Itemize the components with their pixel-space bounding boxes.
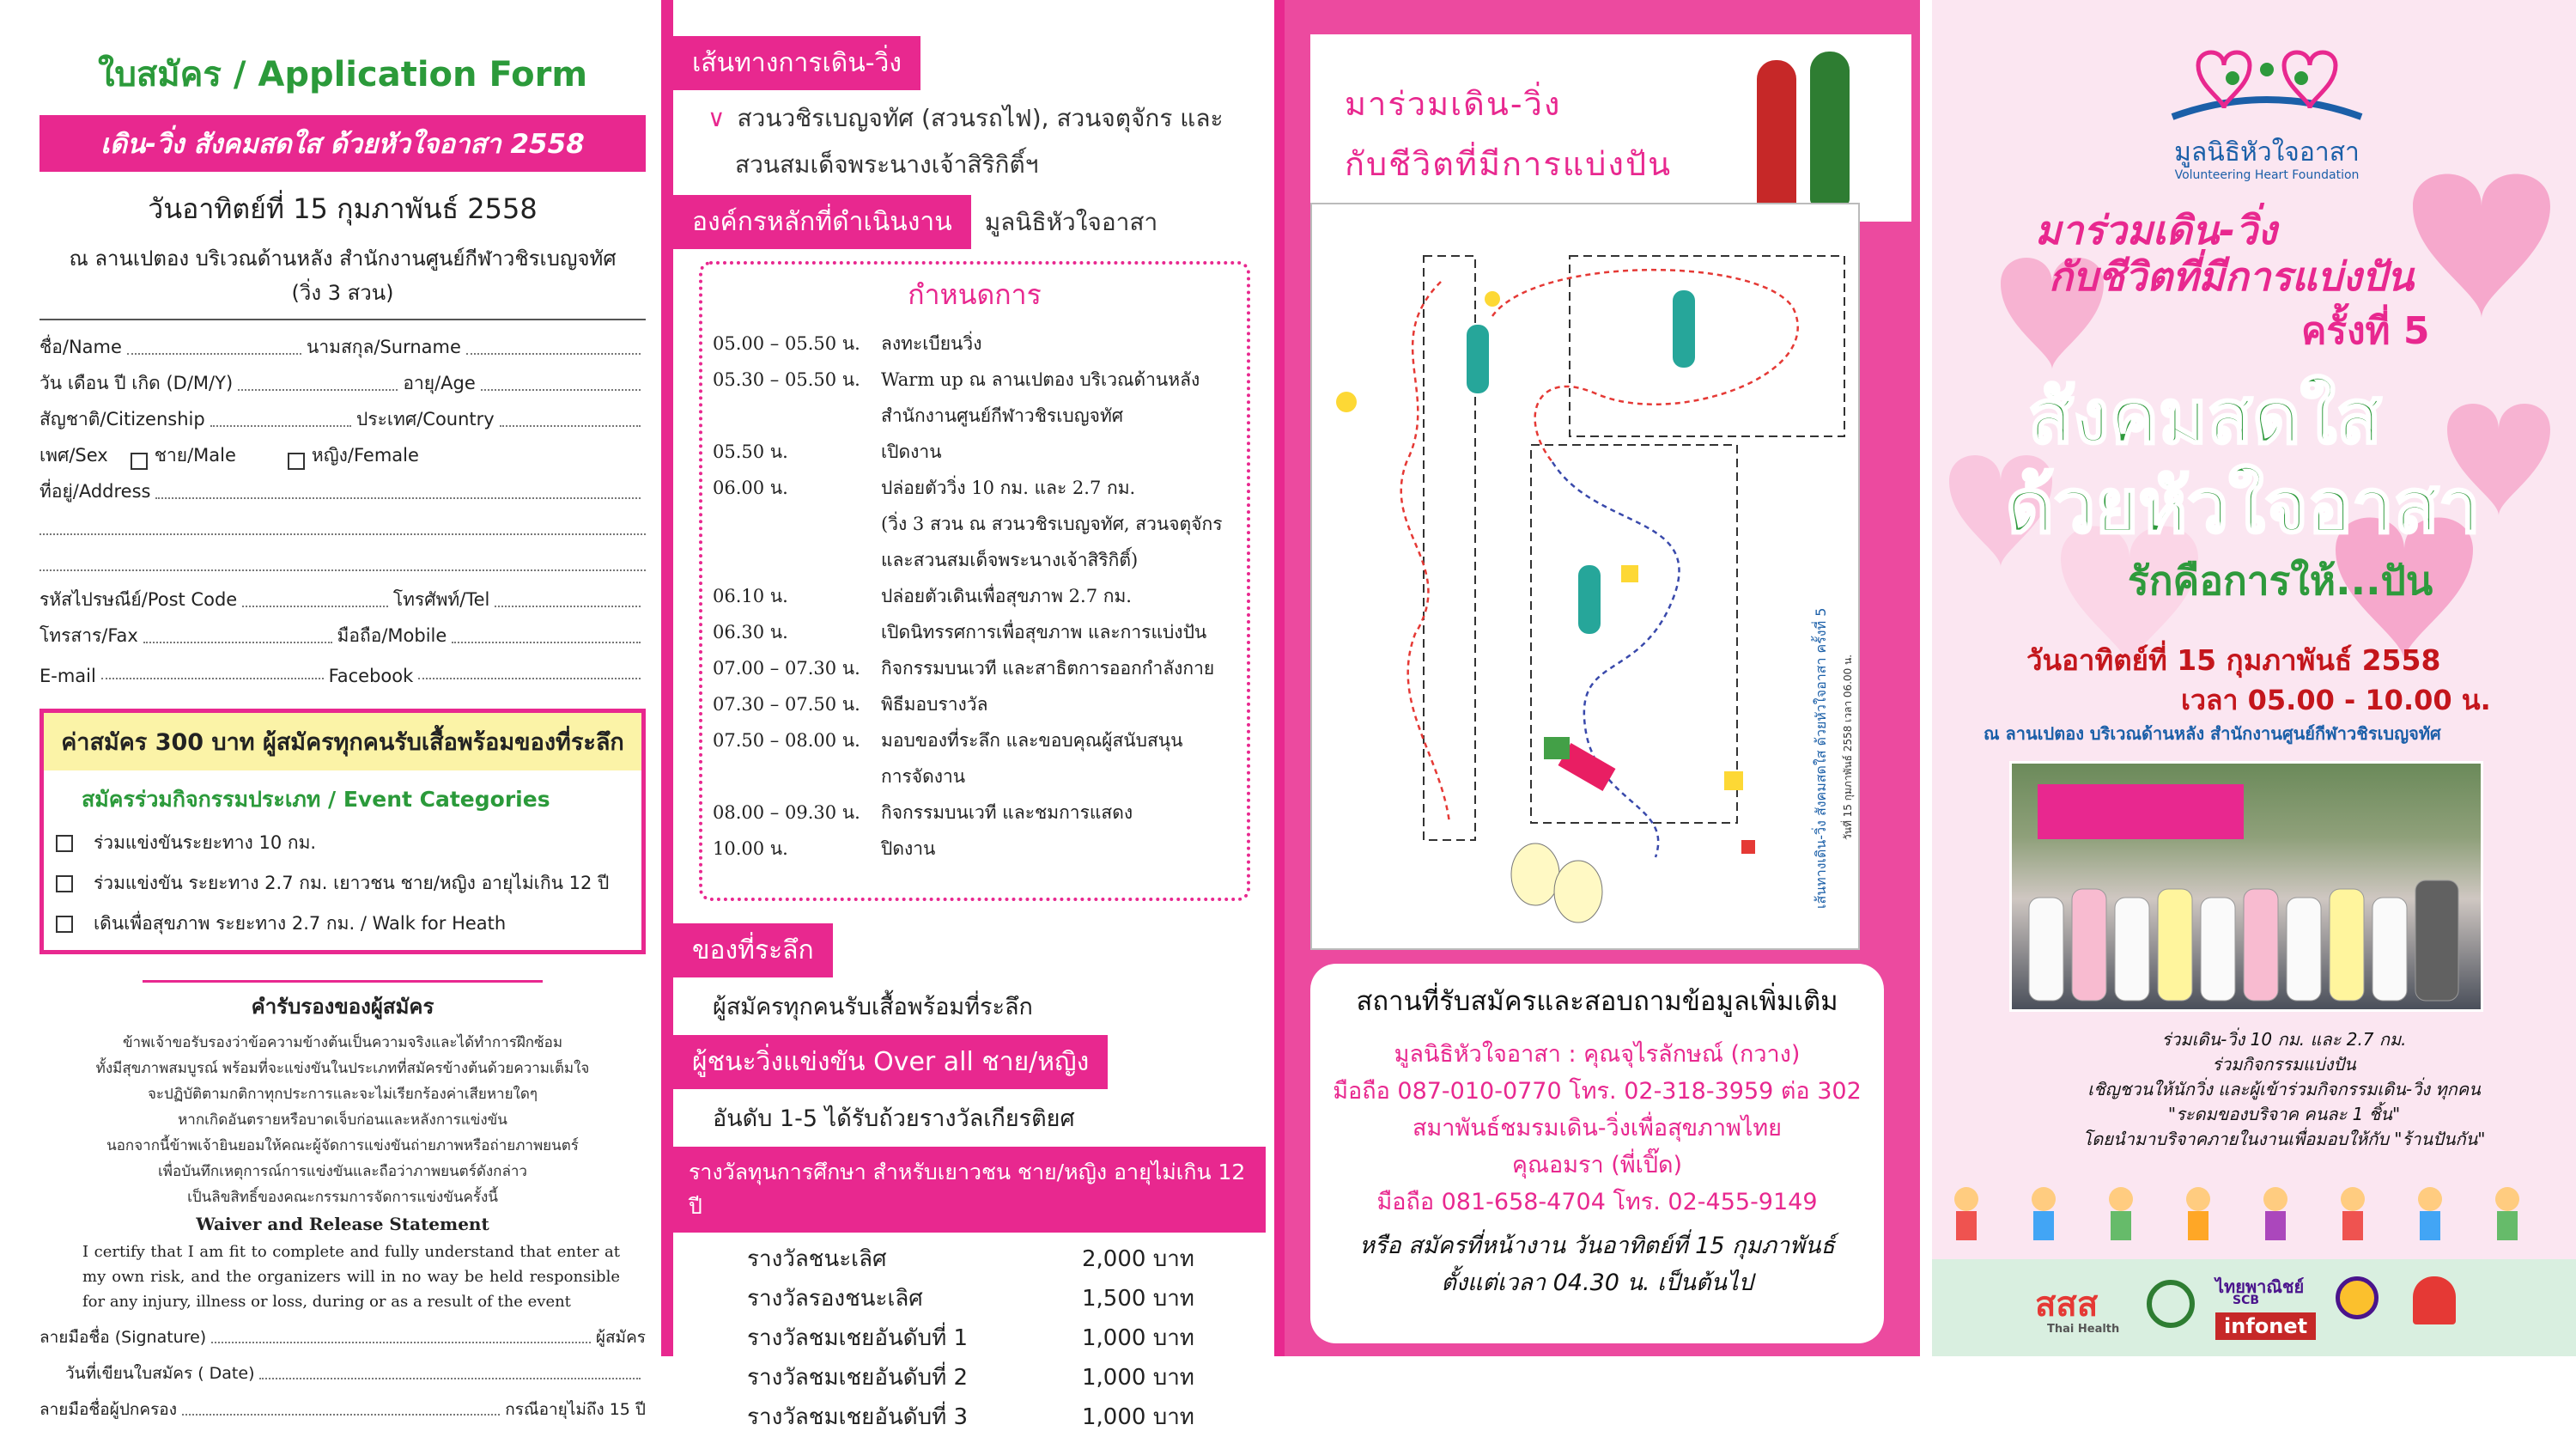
sponsor-seal-icon: [2336, 1276, 2379, 1319]
prize-amount: 1,500 บาท: [1082, 1286, 1194, 1312]
schedule-activity: ปล่อยตัวเดินเพื่อสุขภาพ 2.7 กม.: [881, 586, 1132, 606]
cover-info-line: เชิญชวนให้นักวิ่ง และผู้เข้าร่วมกิจกรรมเดิน-วิ่ง ทุกคน: [2087, 1079, 2481, 1099]
map-panel: [1285, 0, 1920, 1356]
headline-line-1: มาร่วมเดิน-วิ่ง: [1345, 85, 1562, 123]
foundation-name: มูลนิธิหัวใจอาสา: [2174, 137, 2360, 167]
schedule-row: [702, 614, 1247, 650]
signature-label: ลายมือชื่อ (Signature): [39, 1328, 207, 1347]
address-row-3[interactable]: [39, 542, 646, 578]
mobile-field[interactable]: [452, 642, 641, 643]
cert-line: เพื่อบันทึกเหตุการณ์การแข่งขันและถือว่าภาพยนตร์ดังกล่าว: [158, 1163, 527, 1180]
route-line-1-text: สวนวชิรเบญจทัศ (สวนรถไฟ), สวนจตุจักร และ: [737, 104, 1224, 132]
cover-tagline-1: มาร่วมเดิน-วิ่ง: [2035, 207, 2277, 253]
contact-line: มือถือ 081-658-4704 โทร. 02-455-9149: [1376, 1189, 1818, 1215]
date-label: วันที่เขียนใบสมัคร ( Date): [65, 1364, 255, 1383]
photo-banner: [2038, 784, 2244, 839]
prize-amount: 1,000 บาท: [1082, 1325, 1194, 1351]
form-event-date: วันอาทิตย์ที่ 15 กุมภาพันธ์ 2558: [148, 192, 538, 225]
runner-illustration: [1810, 52, 1850, 206]
schedule-time: 06.30 น.: [713, 622, 788, 642]
prize-name: รางวัลชมเชยอันดับที่ 1: [747, 1325, 969, 1351]
waiver-text: I certify that I am fit to complete and fully understand that enter at my own risk, and the organizers will in no way be held responsible for any injury, illness or loss, during or as a result of the event: [82, 1243, 620, 1311]
citizenship-label: สัญชาติ/Citizenship: [39, 409, 205, 429]
sponsor-infonet: infonet: [2215, 1312, 2316, 1340]
signature-suffix: ผู้สมัคร: [595, 1328, 646, 1347]
cover-info-line: โดยนำมาบริจาคภายในงานเพื่อมอบให้กับ "ร้านปันกัน": [2082, 1129, 2486, 1149]
schedule-activity: กิจกรรมบนเวที และชมการแสดง: [881, 802, 1133, 823]
cover-time: เวลา 05.00 - 10.00 น.: [2181, 684, 2491, 716]
tel-field[interactable]: [495, 606, 641, 607]
surname-field[interactable]: [466, 353, 641, 355]
schedule-activity: และสวนสมเด็จพระนางเจ้าสิริกิติ์): [881, 550, 1139, 570]
organizer-name: มูลนิธิหัวใจอาสา: [984, 207, 1158, 236]
schedule-time: 07.30 – 07.50 น.: [713, 694, 860, 715]
chevron-down-icon: ∨: [708, 104, 726, 132]
schedule-time: 05.30 – 05.50 น.: [713, 369, 860, 390]
sponsor-bar: [1932, 1259, 2576, 1356]
prize-row: [747, 1318, 1274, 1358]
schedule-time: 06.00 น.: [713, 478, 788, 498]
citizenship-field[interactable]: [210, 425, 351, 427]
name-row[interactable]: [39, 326, 646, 362]
category-label: เดินเพื่อสุขภาพ ระยะทาง 2.7 กม. / Walk for Heath: [94, 913, 507, 934]
cover-title-1: สังคมสดใส: [2028, 374, 2382, 460]
schedule-row: [702, 686, 1247, 722]
schedule-time: [713, 542, 881, 578]
schedule-row: [702, 578, 1247, 614]
schedule-activity: พิธีมอบรางวัล: [881, 694, 988, 715]
schedule-time: 10.00 น.: [713, 838, 788, 859]
map-title: เส้นทางเดิน-วิ่ง สังคมสดใส ด้วยหัวใจอาสา ครั้งที่ 5: [1813, 607, 1829, 909]
cover-info-line: ร่วมเดิน-วิ่ง 10 กม. และ 2.7 กม.: [2161, 1029, 2407, 1050]
route-tab: เส้นทางการเดิน-วิ่ง: [673, 36, 920, 90]
foundation-name-en: Volunteering Heart Foundation: [2174, 168, 2360, 182]
guardian-suffix: กรณีอายุไม่ถึง 15 ปี: [505, 1400, 646, 1419]
category-10k[interactable]: [56, 829, 641, 857]
prize-row: [747, 1279, 1274, 1318]
cover-edition: ครั้งที่ 5: [2301, 309, 2430, 353]
date-field[interactable]: [259, 1378, 641, 1379]
souvenir-tab: ของที่ระลึก: [673, 923, 833, 977]
guardian-field[interactable]: [182, 1414, 500, 1416]
date-row[interactable]: [65, 1350, 646, 1386]
cover-info-line: "ระดมของบริจาค คนละ 1 ชิ้น": [2167, 1104, 2401, 1124]
cert-line: ทั้งมีสุขภาพสมบูรณ์ พร้อมที่จะแข่งขันในประเภทที่สมัครข้างต้นด้วยความเต็มใจ: [95, 1060, 590, 1077]
foundation-logo: [2138, 31, 2396, 194]
prize-list: [673, 1239, 1274, 1437]
schedule-activity: (วิ่ง 3 สวน ณ สวนวชิรเบญจทัศ, สวนจตุจักร: [881, 514, 1223, 534]
schedule-row: [702, 506, 1247, 542]
walkin-line-1: หรือ สมัครที่หน้างาน วันอาทิตย์ที่ 15 กุมภาพันธ์: [1359, 1233, 1835, 1259]
fax-field[interactable]: [143, 642, 332, 643]
winners-text: อันดับ 1-5 ได้รับถ้วยรางวัลเกียรติยศ: [713, 1105, 1075, 1132]
schedule-activity: ลงทะเบียนวิ่ง: [881, 333, 982, 354]
name-field[interactable]: [127, 353, 301, 355]
venue-note: (วิ่ง 3 สวน): [291, 281, 394, 305]
address-field-3[interactable]: [39, 569, 646, 571]
age-label: อายุ/Age: [403, 373, 476, 393]
prize-name: รางวัลชมเชยอันดับที่ 3: [747, 1404, 969, 1430]
address-field-2[interactable]: [39, 533, 646, 535]
cover-panel: [1932, 0, 2576, 1356]
schedule-activity: ปล่อยตัววิ่ง 10 กม. และ 2.7 กม.: [881, 478, 1136, 498]
schedule-time: 06.10 น.: [713, 586, 788, 606]
certification-text: [39, 1030, 646, 1210]
category-youth-checkbox[interactable]: [56, 875, 73, 892]
prize-amount: 1,000 บาท: [1082, 1404, 1194, 1430]
scholarship-bar: รางวัลทุนการศึกษา สำหรับเยาวชน ชาย/หญิง อายุไม่เกิน 12 ปี: [673, 1147, 1266, 1233]
route-map: [1310, 203, 1860, 950]
sponsor-family-icon: [2413, 1276, 2456, 1324]
address-row[interactable]: [39, 470, 646, 506]
schedule-row: [702, 362, 1247, 398]
prize-row: [747, 1397, 1274, 1437]
name-label: ชื่อ/Name: [39, 337, 122, 357]
headline-line-2: กับชีวิตที่มีการแบ่งปัน: [1345, 145, 1673, 183]
fax-row[interactable]: [39, 614, 646, 650]
address-row-2[interactable]: [39, 506, 646, 542]
sponsor-scb: ไทยพาณิชย์: [2215, 1276, 2305, 1297]
postcode-row[interactable]: [39, 578, 646, 614]
male-checkbox[interactable]: [131, 453, 148, 470]
cover-venue: ณ ลานเปตอง บริเวณด้านหลัง สำนักงานศูนย์กีฬาวชิรเบญจทัศ: [1984, 723, 2441, 744]
schedule-activity: ปิดงาน: [881, 838, 936, 859]
cover-title-2: ด้วยหัวใจอาสา: [2006, 464, 2481, 550]
signature-row[interactable]: [39, 1314, 646, 1350]
contact-card: [1310, 964, 1884, 1343]
contact-title: สถานที่รับสมัครและสอบถามข้อมูลเพิ่มเติม: [1356, 986, 1838, 1017]
photo-crowd: [2012, 863, 2486, 1009]
age-field[interactable]: [481, 389, 641, 391]
schedule-time: [713, 758, 881, 795]
schedule-time: 07.00 – 07.30 น.: [713, 658, 860, 679]
dob-label: วัน เดือน ปี เกิด (D/M/Y): [39, 373, 234, 393]
postcode-field[interactable]: [242, 606, 388, 607]
schedule-title: กำหนดการ: [908, 278, 1042, 311]
dob-row[interactable]: [39, 362, 646, 398]
schedule-time: [713, 506, 881, 542]
map-headline: [1310, 34, 1911, 222]
organizer-tab: องค์กรหลักที่ดำเนินงาน: [673, 195, 971, 249]
fold-divider: [661, 0, 673, 1356]
schedule-activity: เปิดนิทรรศการเพื่อสุขภาพ และการแบ่งปัน: [881, 622, 1207, 642]
schedule-row: [702, 470, 1247, 506]
schedule-activity: เปิดงาน: [881, 441, 942, 462]
cert-line: หากเกิดอันตรายหรือบาดเจ็บก่อนและหลังการแข่งขัน: [178, 1111, 507, 1129]
cover-info-line: ร่วมกิจกรรมแบ่งปัน: [2212, 1054, 2356, 1075]
event-banner: เดิน-วิ่ง สังคมสดใส ด้วยหัวใจอาสา 2558: [39, 115, 646, 172]
schedule-row: [702, 650, 1247, 686]
winners-tab: ผู้ชนะวิ่งแข่งขัน Over all ชาย/หญิง: [673, 1035, 1108, 1089]
fax-label: โทรสาร/Fax: [39, 625, 138, 646]
email-label: E-mail: [39, 666, 96, 686]
schedule-time: 08.00 – 09.30 น.: [713, 802, 860, 823]
schedule-activity: Warm up ณ ลานเปตอง บริเวณด้านหลัง: [881, 369, 1200, 390]
prize-row: [747, 1358, 1274, 1397]
citizenship-row[interactable]: [39, 398, 646, 434]
cert-line: นอกจากนี้ข้าพเจ้ายินยอมให้คณะผู้จัดการแข่งขันถ่ายภาพหรือถ่ายภาพยนตร์: [106, 1137, 579, 1154]
sponsor-thaihealth: สสส: [2035, 1285, 2099, 1324]
schedule-row: [702, 722, 1247, 758]
kids-illustration: [1932, 1173, 2576, 1257]
waiver-title: Waiver and Release Statement: [196, 1214, 489, 1234]
prize-name: รางวัลรองชนะเลิศ: [747, 1286, 923, 1312]
female-label: หญิง/Female: [311, 445, 419, 466]
fee-text: ค่าสมัคร 300 บาท ผู้สมัครทุกคนรับเสื้อพร้อมของที่ระลึก: [44, 713, 641, 770]
sponsor-logo-icon: [2147, 1280, 2195, 1328]
facebook-field[interactable]: [418, 678, 641, 679]
tel-label: โทรศัพท์/Tel: [392, 589, 490, 610]
schedule-row: [702, 326, 1247, 362]
schedule-time: [713, 398, 881, 434]
signature-field[interactable]: [211, 1342, 591, 1343]
schedule-time: 05.00 – 05.50 น.: [713, 333, 860, 354]
contact-line: มูลนิธิหัวใจอาสา : คุณจุไรลักษณ์ (กวาง): [1394, 1041, 1801, 1068]
category-youth[interactable]: [56, 869, 641, 898]
route-line-1: [708, 95, 1274, 142]
souvenir-text: ผู้สมัครทุกคนรับเสื้อพร้อมที่ระลึก: [713, 994, 1033, 1020]
fee-box: [39, 709, 646, 954]
sponsor-thaihealth-en: Thai Health: [2047, 1323, 2120, 1336]
email-field[interactable]: [101, 678, 324, 679]
route-map-drawing: [1312, 204, 1862, 952]
schedule-time: 05.50 น.: [713, 441, 788, 462]
schedule-activity: การจัดงาน: [881, 766, 966, 787]
category-10k-checkbox[interactable]: [56, 835, 73, 852]
country-field[interactable]: [500, 425, 641, 427]
cover-slogan: รักคือการให้...ปัน: [2128, 557, 2433, 604]
schedule-activity: สำนักงานศูนย์กีฬาวชิรเบญจทัศ: [881, 405, 1124, 426]
application-form-panel: [24, 0, 661, 1419]
postcode-label: รหัสไปรษณีย์/Post Code: [39, 589, 238, 610]
prize-amount: 2,000 บาท: [1082, 1246, 1194, 1272]
runner-illustration: [1757, 60, 1796, 215]
schedule-row: [702, 758, 1247, 795]
schedule-list: [702, 326, 1247, 867]
cert-line: จะปฏิบัติตามกติกาทุกประการและจะไม่เรียกร้องค่าเสียหายใดๆ: [147, 1086, 538, 1103]
schedule-row: [702, 795, 1247, 831]
foundation-logo-icon: [2138, 31, 2396, 134]
schedule-activity: กิจกรรมบนเวที และสาธิตการออกกำลังกาย: [881, 658, 1215, 679]
form-venue: [39, 241, 646, 310]
mobile-label: มือถือ/Mobile: [337, 625, 447, 646]
cover-tagline-2: กับชีวิตที่มีการแบ่งปัน: [2049, 253, 2414, 300]
categories-title: สมัครร่วมกิจกรรมประเภท / Event Categories: [82, 787, 550, 812]
cover-info: [2018, 1027, 2550, 1152]
category-label: ร่วมแข่งขันระยะทาง 10 กม.: [94, 832, 317, 853]
schedule-time: 07.50 – 08.00 น.: [713, 730, 860, 751]
schedule-panel: [673, 0, 1274, 1430]
email-row[interactable]: [39, 650, 646, 686]
schedule-row: [702, 434, 1247, 470]
sponsor-scb-en: SCB: [2233, 1294, 2260, 1307]
divider: [39, 319, 646, 320]
prize-name: รางวัลชนะเลิศ: [747, 1246, 887, 1272]
organizer-row: [673, 195, 1274, 249]
sex-row: [39, 434, 646, 470]
prize-amount: 1,000 บาท: [1082, 1365, 1194, 1391]
category-label: ร่วมแข่งขัน ระยะทาง 2.7 กม. เยาวชน ชาย/หญิง อายุไม่เกิน 12 ปี: [94, 873, 610, 893]
cert-line: เป็นลิขสิทธิ์ของคณะกรรมการจัดการแข่งขันครั้งนี้: [187, 1189, 498, 1206]
surname-label: นามสกุล/Surname: [306, 337, 461, 357]
event-photo: [2009, 761, 2483, 1012]
address-field[interactable]: [155, 497, 641, 499]
contact-line: คุณอมรา (พี่เปิ๊ด): [1511, 1152, 1683, 1178]
male-label: ชาย/Male: [154, 445, 236, 466]
schedule-row: [702, 831, 1247, 867]
cover-date: วันอาทิตย์ที่ 15 กุมภาพันธ์ 2558: [2026, 643, 2441, 677]
route-text: [708, 95, 1274, 188]
schedule-activity: มอบของที่ระลึก และขอบคุณผู้สนับสนุน: [881, 730, 1183, 751]
prize-name: รางวัลชมเชยอันดับที่ 2: [747, 1365, 969, 1391]
schedule-row: [702, 398, 1247, 434]
facebook-label: Facebook: [328, 666, 414, 686]
category-walk[interactable]: [56, 910, 641, 938]
walkin-line-2: ตั้งแต่เวลา 04.30 น. เป็นต้นไป: [1441, 1270, 1753, 1296]
form-title: ใบสมัคร / Application Form: [97, 55, 588, 94]
contact-line: สมาพันธ์ชมรมเดิน-วิ่งเพื่อสุขภาพไทย: [1412, 1115, 1783, 1142]
guardian-row[interactable]: [39, 1386, 646, 1422]
country-label: ประเทศ/Country: [355, 409, 495, 429]
prize-row: [747, 1239, 1274, 1279]
schedule-box: [699, 261, 1250, 901]
category-walk-checkbox[interactable]: [56, 916, 73, 933]
certification-title: คำรับรองของผู้สมัคร: [143, 980, 543, 1023]
cert-line: ข้าพเจ้าขอรับรองว่าข้อความข้างต้นเป็นความจริงและได้ทำการฝึกซ้อม: [122, 1034, 563, 1051]
contact-line: มือถือ 087-010-0770 โทร. 02-318-3959 ต่อ 302: [1333, 1078, 1862, 1105]
venue-line: ณ ลานเปตอง บริเวณด้านหลัง สำนักงานศูนย์กีฬาวชิรเบญจทัศ: [69, 247, 617, 271]
address-label: ที่อยู่/Address: [39, 481, 151, 502]
map-subtitle: วันที่ 15 กุมภาพันธ์ 2558 เวลา 06.00 น.: [1842, 654, 1854, 840]
sex-label: เพศ/Sex: [39, 445, 108, 466]
female-checkbox[interactable]: [288, 453, 305, 470]
guardian-label: ลายมือชื่อผู้ปกครอง: [39, 1400, 177, 1419]
route-line-2: สวนสมเด็จพระนางเจ้าสิริกิติ์ฯ: [735, 150, 1039, 179]
schedule-row: [702, 542, 1247, 578]
dob-field[interactable]: [238, 389, 398, 391]
